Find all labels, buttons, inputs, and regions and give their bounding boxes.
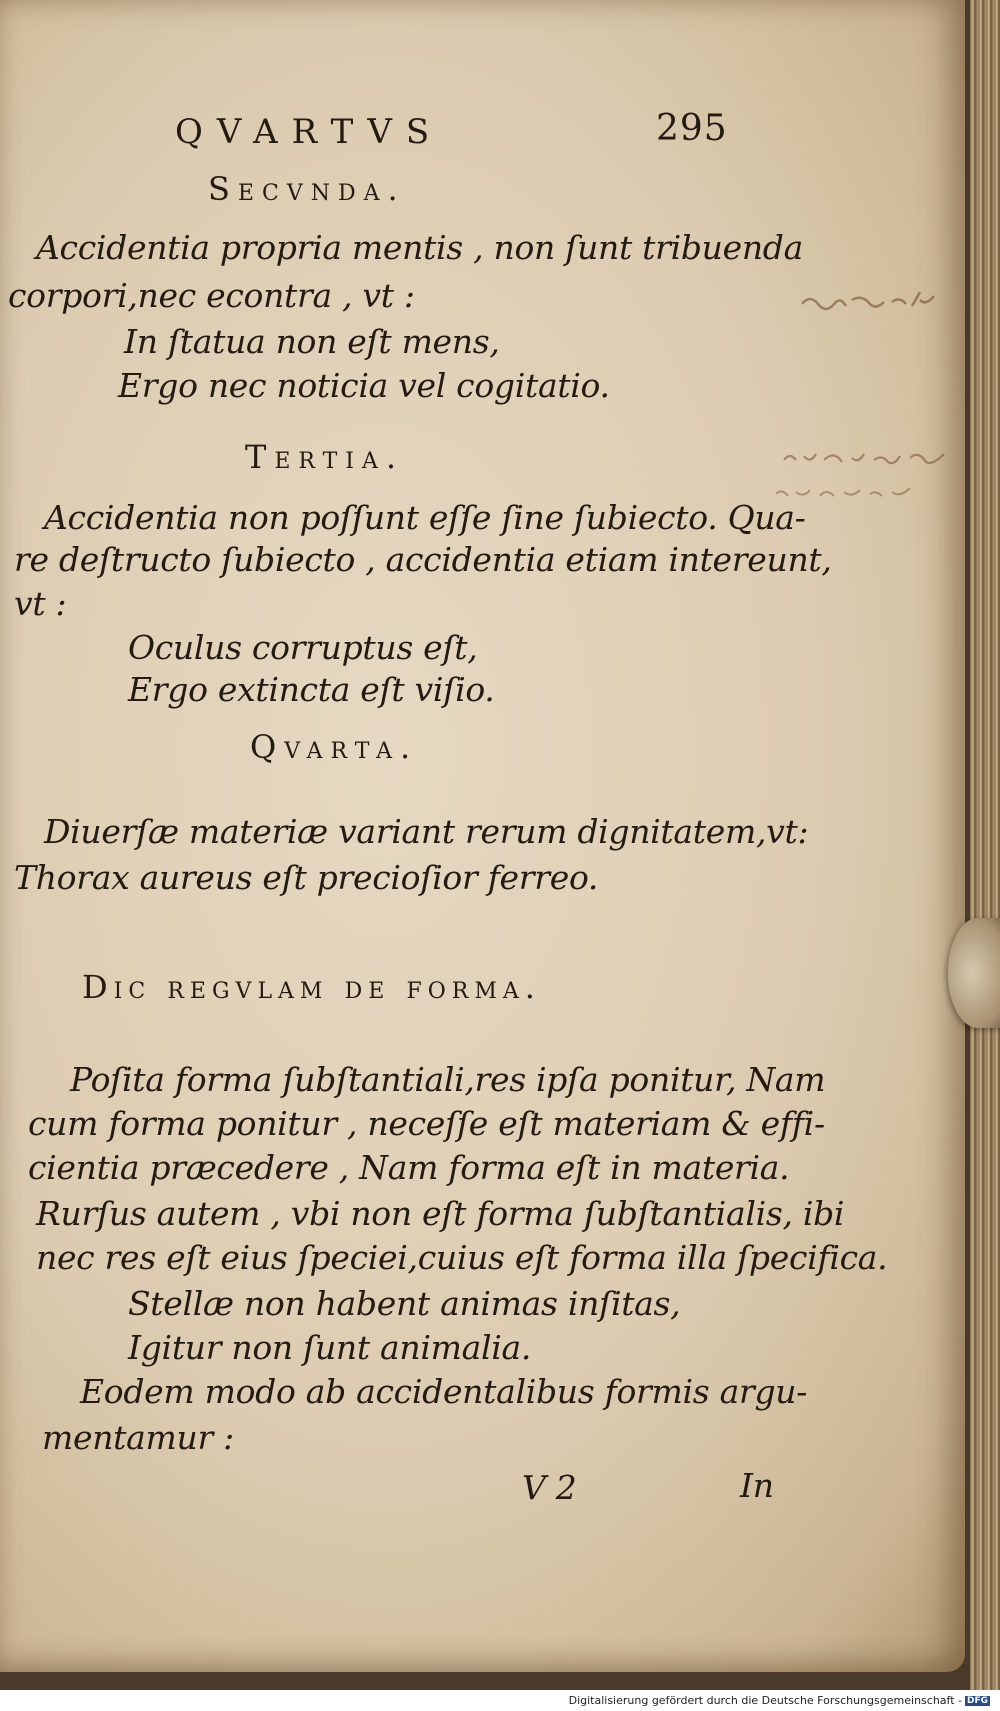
text-line: Oculus corruptus eſt, <box>128 628 478 667</box>
text-line: re deſtructo ſubiecto , accidentia etiam intereunt, <box>14 540 832 579</box>
page-number: 295 <box>656 108 728 149</box>
bookmark-tab <box>948 918 1000 1028</box>
text-line: Accidentia propria mentis , non ſunt tribuenda <box>36 228 804 267</box>
text-line: Igitur non ſunt animalia. <box>128 1328 532 1367</box>
text-line: Diuerſæ materiæ variant rerum dignitatem,vt: <box>44 812 809 851</box>
marginal-annotation <box>780 442 950 482</box>
section-heading-forma: Dic regvlam de forma. <box>82 968 541 1006</box>
text-line: In ſtatua non eſt mens, <box>124 322 500 361</box>
text-line: mentamur : <box>42 1418 234 1457</box>
text-line: Ergo nec noticia vel cogitatio. <box>118 366 610 405</box>
text-line: corpori,nec econtra , vt : <box>8 276 415 315</box>
text-line: Thorax aureus eſt precioſior ferreo. <box>14 858 599 897</box>
page-edges <box>970 0 1000 1690</box>
section-heading-quarta: Qvarta. <box>250 728 419 766</box>
marginal-annotation <box>800 282 940 328</box>
section-heading-tertia: Tertia. <box>245 438 405 476</box>
text-line: cum forma ponitur , neceſſe eſt materiam & effi- <box>28 1104 825 1143</box>
text-line: cientia præcedere , Nam forma eſt in materia. <box>28 1148 790 1187</box>
text-line: nec res eſt eius ſpeciei,cuius eſt forma illa ſpecifica. <box>36 1238 888 1277</box>
digitization-credit <box>569 1694 990 1707</box>
marginal-annotation <box>770 480 940 516</box>
text-line: Stellæ non habent animas inſitas, <box>128 1284 681 1323</box>
text-line: Accidentia non poſſunt eſſe ſine ſubiecto. Qua- <box>44 498 806 537</box>
text-line: Poſita forma ſubſtantiali,res ipſa ponitur, Nam <box>70 1060 826 1099</box>
running-head: QVARTVS <box>175 112 444 152</box>
catchword: In <box>740 1466 774 1505</box>
signature-mark: V 2 <box>522 1468 577 1507</box>
text-line: Eodem modo ab accidentalibus formis argu- <box>80 1372 808 1411</box>
credit-text: Digitalisierung gefördert durch die Deutsche Forschungsgemeinschaft - <box>568 1694 962 1707</box>
section-heading-secunda: Secvnda. <box>208 170 406 208</box>
text-line: vt : <box>14 584 67 623</box>
text-line: Ergo extincta eſt viſio. <box>128 670 495 709</box>
dfg-logo: DFG <box>966 1696 988 1706</box>
text-line: Rurſus autem , vbi non eſt forma ſubſtantialis, ibi <box>36 1194 845 1233</box>
